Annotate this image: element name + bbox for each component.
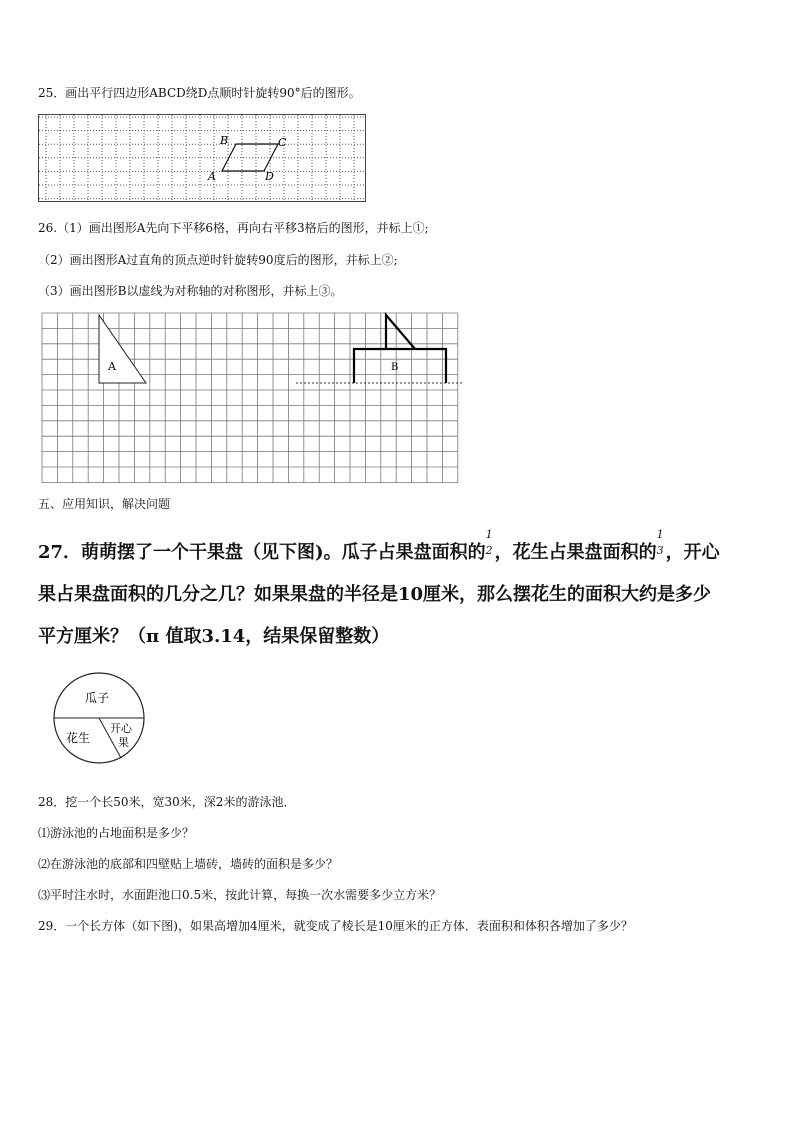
q26-line1: 26.（1）画出图形A先向下平移6格，再向右平移3格后的图形，并标上①; (38, 221, 429, 235)
label-c: C (278, 136, 287, 149)
pie-label-huasheng: 花生 (66, 731, 91, 745)
shape-b-label: B (391, 362, 399, 373)
q26-grid-figure (38, 310, 468, 486)
label-d: D (265, 170, 274, 183)
q26-line2: （2）画出图形A过直角的顶点逆时针旋转90度后的图形，并标上②; (38, 253, 398, 267)
q25-text: 25．画出平行四边形ABCD绕D点顺时针旋转90°后的图形。 (38, 86, 361, 100)
fraction-half: 1 2 (485, 528, 493, 557)
q28-line4: ⑶平时注水时，水面距池口0.5米，按此计算，每换一次水需要多少立方米？ (38, 888, 442, 902)
fruit-plate-pie (50, 670, 150, 770)
q26-line3: （3）画出图形B以虚线为对称轴的对称图形，并标上③。 (38, 284, 343, 298)
shape-b (354, 349, 446, 383)
q28-line2: ⑴游泳池的占地面积是多少？ (38, 826, 195, 840)
section-title: 五、应用知识，解决问题 (38, 497, 171, 511)
q27-line2: 果占果盘面积的几分之几？如果果盘的半径是10厘米，那么摆花生的面积大约是多少 (38, 584, 712, 605)
q27-text (38, 528, 768, 658)
pie-label-guazi: 瓜子 (85, 691, 110, 705)
q27-part1: 27．萌萌摆了一个干果盘（见下图)。瓜子占果盘面积的 (38, 542, 486, 563)
q29-line1: 29．一个长方体（如下图)，如果高增加4厘米，就变成了棱长是10厘米的正方体．表面积和体积各增加了多少？ (38, 919, 633, 933)
pie-label-kaixin-1: 开心 (110, 722, 132, 735)
label-b: B (220, 134, 229, 147)
label-a: A (208, 170, 216, 183)
pie-label-kaixin-2: 果 (118, 736, 129, 749)
q28-line1: 28．挖一个长50米，宽30米，深2米的游泳池． (38, 795, 296, 809)
q28-line3: ⑵在游泳池的底部和四壁贴上墙砖，墙砖的面积是多少？ (38, 857, 339, 871)
fraction-third: 1 3 (656, 528, 664, 557)
q27-part3: ，开心 (665, 542, 720, 563)
q27-line3: 平方厘米？（π 值取3.14，结果保留整数） (38, 626, 390, 647)
q25-grid-figure (38, 114, 366, 202)
shape-a-label: A (108, 360, 116, 373)
shape-a-triangle (99, 315, 146, 383)
q27-part2: ，花生占果盘面积的 (494, 542, 657, 563)
